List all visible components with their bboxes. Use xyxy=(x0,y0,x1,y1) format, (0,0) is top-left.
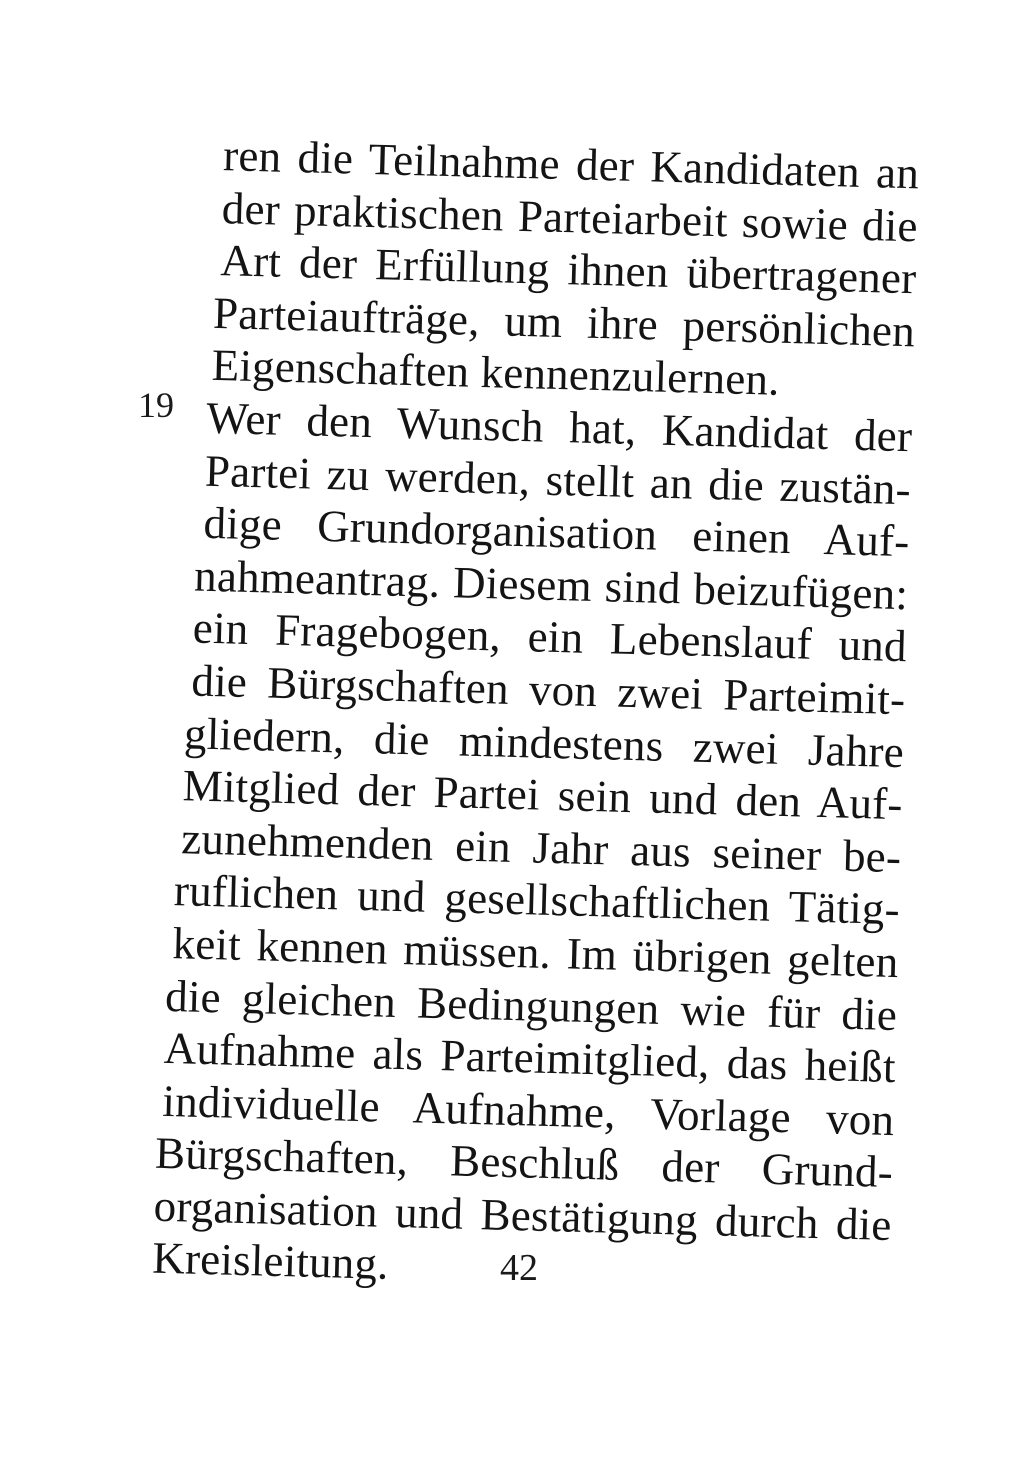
page-number: 42 xyxy=(500,1247,538,1289)
text-line: Bürgschaften, Beschluß der Grund- xyxy=(154,1127,894,1198)
text-line: nahmeantrag. Diesem sind beizufügen: xyxy=(193,550,909,619)
text-line: Art der Erfüllung ihnen übertragener xyxy=(219,235,917,304)
text-line: keit kennen müssen. Im übrigen gelten xyxy=(172,918,900,987)
text-line: dige Grundorganisation einen Auf- xyxy=(203,497,911,567)
body-text xyxy=(150,128,920,1304)
text-line: Wer den Wunsch hat, Kandidat der xyxy=(205,392,913,462)
text-line: ren die Teilnahme der Kandidaten an xyxy=(222,130,920,199)
text-line: ruflichen und gesellschaftlichen Tätig- xyxy=(173,865,901,935)
text-line: Mitglied der Partei sein und den Auf- xyxy=(182,760,904,830)
text-line: die Bürgschaften von zwei Parteimit- xyxy=(190,655,906,725)
text-line: die gleichen Bedingungen wie für die xyxy=(164,970,898,1040)
text-line: der praktischen Parteiarbeit sowie die xyxy=(221,182,919,251)
text-line: individuelle Aufnahme, Vorlage von xyxy=(161,1075,895,1145)
text-line: Parteiaufträge, um ihre persönlichen xyxy=(212,287,916,357)
text-line: Aufnahme als Parteimitglied, das heißt xyxy=(163,1022,897,1093)
paragraph-number: 19 xyxy=(138,385,174,425)
text-line: zunehmenden ein Jahr aus seiner be- xyxy=(180,813,902,882)
text-line: ein Fragebogen, ein Lebenslauf und xyxy=(192,602,908,672)
text-line: Eigenschaften kennenzulernen. xyxy=(211,340,781,406)
text-line: organisation und Bestätigung durch die xyxy=(153,1180,893,1250)
text-line: gliedern, die mindestens zwei Jahre xyxy=(183,707,905,777)
text-line: Partei zu werden, stellt an die zustän- xyxy=(204,445,912,514)
text-line: Kreisleitung. xyxy=(151,1233,390,1290)
